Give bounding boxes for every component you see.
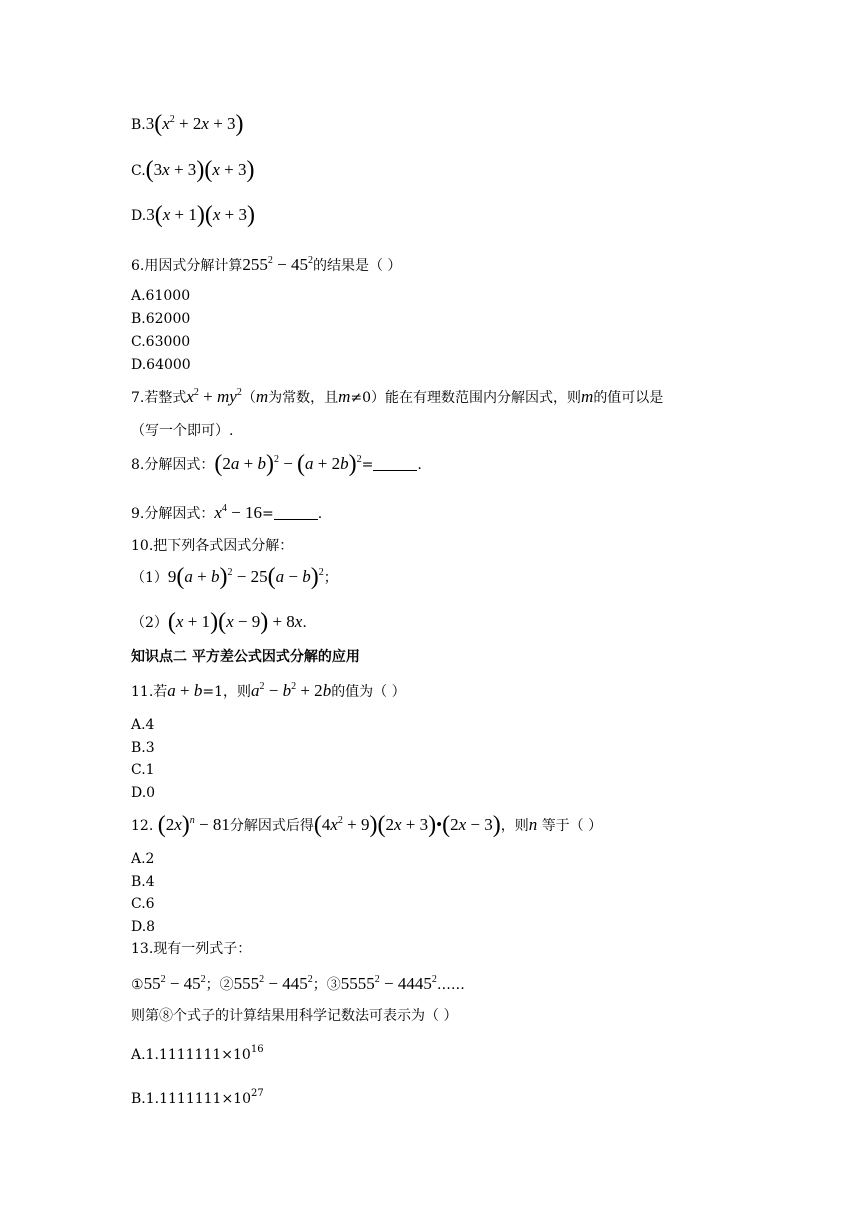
math-expr: (x + 1)(x − 9) + 8x bbox=[167, 609, 303, 635]
q12-option-a[interactable]: A.2 bbox=[131, 851, 155, 867]
math-expr: (3x + 3)(x + 3) bbox=[145, 157, 255, 183]
math-expr: $(4x^2 + 9)(2x$ + 3)•(2x − 3) bbox=[313, 812, 501, 838]
q6-option-a[interactable]: A.61000 bbox=[131, 288, 191, 304]
q6-stem: 6.用因式分解计算$255^2 - 45^2$的结果是（ ） bbox=[131, 255, 402, 274]
q12-option-b[interactable]: B.4 bbox=[131, 874, 155, 890]
q10-sub1: $(1)9(a + b)^2 - 25(a - b)^2$； bbox=[131, 564, 338, 590]
q6-option-d[interactable]: D.64000 bbox=[131, 357, 191, 373]
q6-option-b[interactable]: B.62000 bbox=[131, 311, 191, 327]
q13-stem: 13.现有一列式子： bbox=[131, 941, 252, 957]
math-expr: $x^2 + my^2$ bbox=[186, 387, 242, 406]
math-expr: $55^2 - 45^2$ bbox=[143, 974, 206, 993]
math-expr: $555^2 - 445^2$ bbox=[233, 974, 313, 993]
q11-option-a[interactable]: A.4 bbox=[131, 717, 155, 733]
q11-option-c[interactable]: C.1 bbox=[131, 762, 155, 778]
q11-option-b[interactable]: B.3 bbox=[131, 740, 155, 756]
math-expr: $255^2 - 45^2$ bbox=[242, 255, 313, 274]
q10-stem: 10.把下列各式因式分解： bbox=[131, 538, 294, 554]
math-expr: $a^2 - b^2 + 2b$ bbox=[251, 681, 332, 700]
q7-stem-line2: （写一个即可）. bbox=[131, 423, 234, 439]
q11-option-d[interactable]: D.0 bbox=[131, 785, 156, 801]
q13-question: 则第⑧个式子的计算结果用科学记数法可表示为（ ） bbox=[131, 1008, 458, 1024]
q7-stem: 7.若整式$x^2 + my^2(m$为常数，且m≠0）能在有理数范围内分解因式，则m的值可以是 bbox=[131, 387, 664, 406]
math-expr: a + b bbox=[167, 681, 203, 700]
q9-stem: 9.分解因式：$x^4 - 16=$ . bbox=[131, 503, 323, 522]
q12-stem: 12. $(2x)^n - 81$分解因式后得$(4x^2 + 9)(2x$ + 3)•(2x − 3)，则n 等于（ ） bbox=[131, 812, 603, 838]
math-expr: $x^4 - 16$ bbox=[214, 503, 262, 522]
q5-option-d[interactable]: D.3(x + 1)(x + 3) bbox=[131, 202, 255, 228]
math-expr: 3(x + 1)(x + 3) bbox=[146, 202, 255, 228]
answer-blank[interactable] bbox=[274, 505, 318, 520]
q5-option-b[interactable]: $B.3(x^2 + 2x + 3)$ bbox=[131, 111, 244, 137]
math-expr: $5555^2 - 4445^2$ bbox=[340, 974, 437, 993]
math-expr: $(2x)^n - 81$ bbox=[157, 812, 230, 838]
q13-sequence: $①55^2 - 45^2$；$②555^2 - 445^2$；$③5555^2$ − $4445^2\dots\dots$ bbox=[131, 974, 465, 993]
q12-option-c[interactable]: C.6 bbox=[131, 896, 155, 912]
q13-option-a[interactable]: $A.1.1111111\times 10^{16}$ bbox=[131, 1044, 264, 1063]
q11-stem: 11.若a + b=1，则$a^2 - b^2 + 2b$的值为（ ） bbox=[131, 681, 406, 700]
q5-option-c[interactable]: C.(3x + 3)(x + 3) bbox=[131, 157, 255, 183]
math-expr: $9(a + b)^2 - 25(a - b)^2$ bbox=[167, 564, 324, 590]
q12-option-d[interactable]: D.8 bbox=[131, 919, 156, 935]
math-expr: $3(x^2 + 2x + 3)$ bbox=[145, 111, 244, 137]
q8-stem: 8.分解因式：$(2a + b)^2 - (a + 2b)^2=$ . bbox=[131, 451, 422, 477]
q13-option-b[interactable]: $B.1.1111111\times 10^{27}$ bbox=[131, 1088, 264, 1107]
q6-option-c[interactable]: C.63000 bbox=[131, 334, 191, 350]
math-expr: $(2a + b)^2 - (a + 2b)^2$ bbox=[214, 451, 362, 477]
q10-sub2: （2）(x + 1)(x − 9) + 8x. bbox=[131, 609, 307, 635]
section-heading: 知识点二 平方差公式因式分解的应用 bbox=[131, 649, 360, 665]
answer-blank[interactable] bbox=[373, 456, 417, 471]
